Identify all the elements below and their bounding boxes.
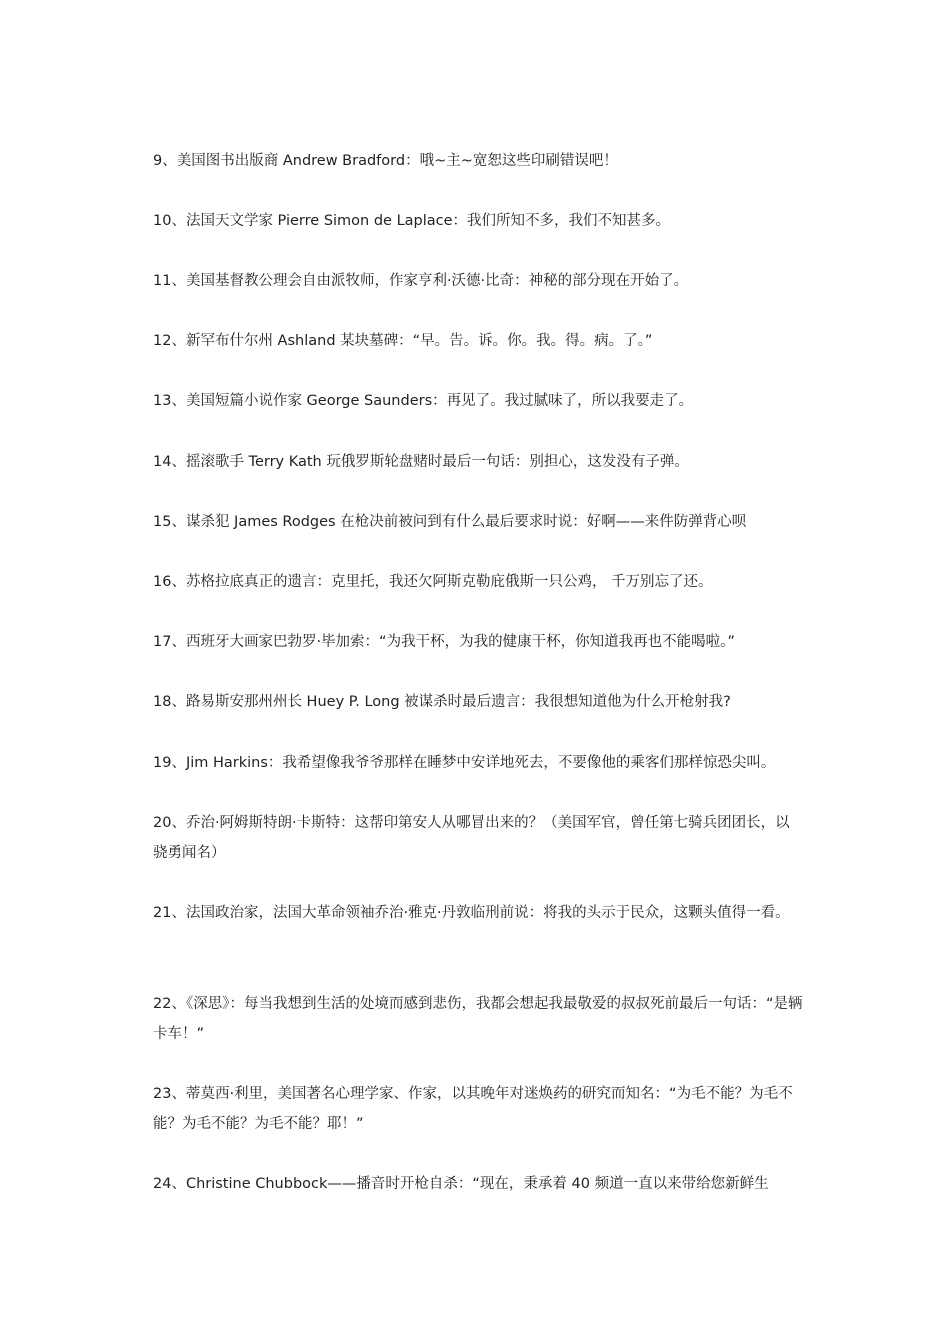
quote-item-15: 15、谋杀犯 James Rodges 在枪决前被问到有什么最后要求时说：好啊——来件防弹背心呗 <box>153 514 747 530</box>
quote-item-24: 24、Christine Chubbock——播音时开枪自杀：“现在，秉承着 40 频道一直以来带给您新鲜生 <box>153 1176 769 1192</box>
quote-item-22: 22、《深思》：每当我想到生活的处境而感到悲伤，我都会想起我最敬爱的叔叔死前最后一句话：“是辆卡车！” <box>153 996 803 1042</box>
quote-item-9: 9、美国图书出版商 Andrew Bradford：哦~主~宽恕这些印刷错误吧！ <box>153 153 618 169</box>
quote-item-13: 13、美国短篇小说作家 George Saunders：再见了。我过腻味了，所以我要走了。 <box>153 393 694 409</box>
quote-item-12: 12、新罕布什尔州 Ashland 某块墓碑：“早。告。诉。你。我。得。病。了。” <box>153 333 653 349</box>
quote-item-14: 14、摇滚歌手 Terry Kath 玩俄罗斯轮盘赌时最后一句话：别担心，这发没有子弹。 <box>153 454 689 470</box>
quote-item-11: 11、美国基督教公理会自由派牧师，作家亨利·沃德·比奇：神秘的部分现在开始了。 <box>153 273 689 289</box>
quote-item-16: 16、苏格拉底真正的遗言：克里托，我还欠阿斯克勒庇俄斯一只公鸡， 千万别忘了还。 <box>153 574 713 590</box>
quote-item-23: 23、蒂莫西·利里，美国著名心理学家、作家，以其晚年对迷焕药的研究而知名：“为毛不能？为毛不能？为毛不能？为毛不能？耶！” <box>153 1086 793 1132</box>
quote-item-18: 18、路易斯安那州州长 Huey P. Long 被谋杀时最后遗言：我很想知道他为什么开枪射我? <box>153 694 731 710</box>
quote-item-21: 21、法国政治家，法国大革命领袖乔治·雅克·丹敦临刑前说：将我的头示于民众，这颗头值得一看。 <box>153 905 790 921</box>
quote-item-19: 19、Jim Harkins：我希望像我爷爷那样在睡梦中安详地死去，不要像他的乘客们那样惊恐尖叫。 <box>153 755 776 771</box>
quote-item-20: 20、乔治·阿姆斯特朗·卡斯特：这帮印第安人从哪冒出来的？（美国军官，曾任第七骑兵团团长，以骁勇闻名） <box>153 815 790 861</box>
quote-item-17: 17、西班牙大画家巴勃罗·毕加索：“为我干杯，为我的健康干杯，你知道我再也不能喝啦。” <box>153 634 735 650</box>
quote-item-10: 10、法国天文学家 Pierre Simon de Laplace：我们所知不多，我们不知甚多。 <box>153 213 671 229</box>
